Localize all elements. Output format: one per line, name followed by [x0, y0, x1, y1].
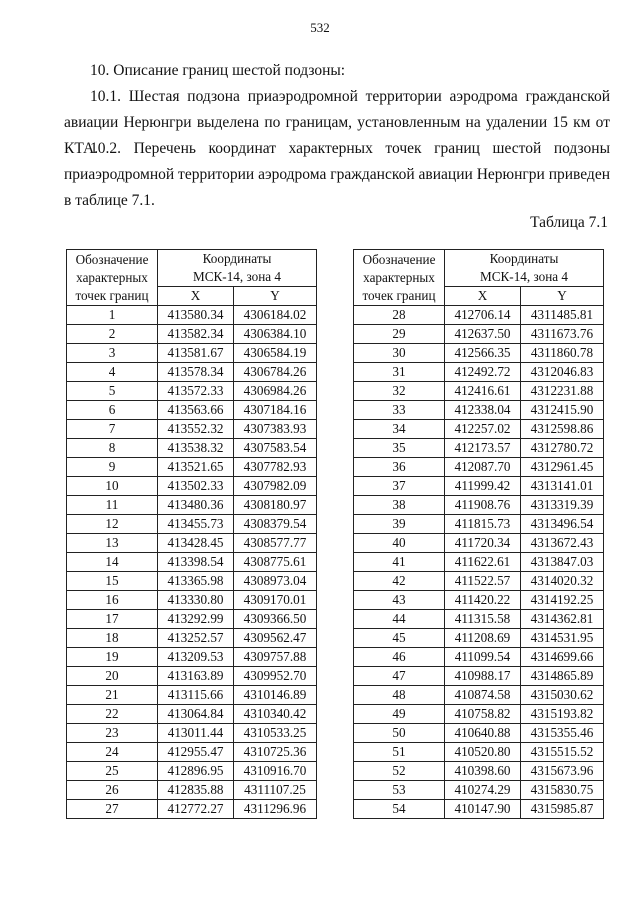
header-name-line1: Обозначение	[75, 251, 149, 267]
x-coordinate-cell: 411908.76	[445, 496, 521, 515]
header-name-line3: точек границ	[362, 287, 436, 303]
point-number-cell: 14	[67, 553, 158, 572]
x-coordinate-cell: 412087.70	[445, 458, 521, 477]
table-row	[67, 724, 317, 743]
table-row	[354, 439, 604, 458]
table-row	[67, 477, 317, 496]
y-coordinate-cell: 4315673.96	[521, 762, 604, 781]
point-number-cell: 15	[67, 572, 158, 591]
point-number-cell: 5	[67, 382, 158, 401]
point-number-cell: 16	[67, 591, 158, 610]
point-number-cell: 23	[67, 724, 158, 743]
y-coordinate-cell: 4307184.16	[234, 401, 317, 420]
table-row	[67, 458, 317, 477]
x-coordinate-cell: 410147.90	[445, 800, 521, 819]
y-coordinate-cell: 4309366.50	[234, 610, 317, 629]
x-coordinate-cell: 413480.36	[158, 496, 234, 515]
x-coordinate-cell: 413572.33	[158, 382, 234, 401]
x-coordinate-cell: 412955.47	[158, 743, 234, 762]
table-label: Таблица 7.1	[530, 214, 608, 231]
point-number-cell: 39	[354, 515, 445, 534]
x-coordinate-cell: 413502.33	[158, 477, 234, 496]
table-row	[354, 496, 604, 515]
header-coords-line1: Координаты	[489, 251, 559, 266]
x-coordinate-cell: 411315.58	[445, 610, 521, 629]
x-coordinate-cell: 413163.89	[158, 667, 234, 686]
header-coords-line2: МСК-14, зона 4	[192, 269, 282, 284]
point-number-cell: 47	[354, 667, 445, 686]
table-row	[354, 724, 604, 743]
table-row	[354, 686, 604, 705]
table-body-left	[67, 306, 317, 819]
point-number-cell: 12	[67, 515, 158, 534]
x-coordinate-cell: 412338.04	[445, 401, 521, 420]
x-coordinate-cell: 413563.66	[158, 401, 234, 420]
x-coordinate-cell: 412772.27	[158, 800, 234, 819]
point-number-cell: 21	[67, 686, 158, 705]
y-coordinate-cell: 4310533.25	[234, 724, 317, 743]
x-coordinate-cell: 412706.14	[445, 306, 521, 325]
y-coordinate-cell: 4312231.88	[521, 382, 604, 401]
table-row	[67, 800, 317, 819]
x-coordinate-cell: 411522.57	[445, 572, 521, 591]
y-coordinate-cell: 4315985.87	[521, 800, 604, 819]
point-number-cell: 34	[354, 420, 445, 439]
point-number-cell: 26	[67, 781, 158, 800]
table-row	[354, 800, 604, 819]
y-coordinate-cell: 4315355.46	[521, 724, 604, 743]
y-coordinate-cell: 4311860.78	[521, 344, 604, 363]
table-row	[354, 648, 604, 667]
table-row	[354, 534, 604, 553]
x-coordinate-cell: 413398.54	[158, 553, 234, 572]
y-coordinate-cell: 4309757.88	[234, 648, 317, 667]
table-row	[354, 382, 604, 401]
header-name-line2: характерных	[363, 269, 435, 285]
point-number-cell: 2	[67, 325, 158, 344]
table-row	[354, 610, 604, 629]
table-row	[67, 306, 317, 325]
x-coordinate-cell: 411099.54	[445, 648, 521, 667]
y-coordinate-cell: 4306384.10	[234, 325, 317, 344]
header-point-name	[67, 250, 158, 306]
point-number-cell: 3	[67, 344, 158, 363]
y-coordinate-cell: 4311107.25	[234, 781, 317, 800]
table-row	[354, 553, 604, 572]
point-number-cell: 30	[354, 344, 445, 363]
table-row	[67, 363, 317, 382]
table-row	[67, 572, 317, 591]
point-number-cell: 36	[354, 458, 445, 477]
point-number-cell: 10	[67, 477, 158, 496]
x-coordinate-cell: 413330.80	[158, 591, 234, 610]
x-coordinate-cell: 412492.72	[445, 363, 521, 382]
y-coordinate-cell: 4309952.70	[234, 667, 317, 686]
x-coordinate-cell: 413252.57	[158, 629, 234, 648]
header-y: Y	[521, 287, 604, 306]
table-row	[67, 705, 317, 724]
table-row	[67, 439, 317, 458]
point-number-cell: 49	[354, 705, 445, 724]
y-coordinate-cell: 4307782.93	[234, 458, 317, 477]
y-coordinate-cell: 4308577.77	[234, 534, 317, 553]
y-coordinate-cell: 4306984.26	[234, 382, 317, 401]
table-row	[354, 591, 604, 610]
table-row	[67, 325, 317, 344]
table-row	[354, 515, 604, 534]
section-heading: 10. Описание границ шестой подзоны:	[90, 62, 346, 79]
y-coordinate-cell: 4309170.01	[234, 591, 317, 610]
point-number-cell: 53	[354, 781, 445, 800]
y-coordinate-cell: 4311485.81	[521, 306, 604, 325]
x-coordinate-cell: 413428.45	[158, 534, 234, 553]
table-row	[67, 420, 317, 439]
table-row	[67, 534, 317, 553]
x-coordinate-cell: 412896.95	[158, 762, 234, 781]
y-coordinate-cell: 4314531.95	[521, 629, 604, 648]
table-row	[354, 306, 604, 325]
header-coordinates	[445, 250, 604, 287]
table-row	[67, 648, 317, 667]
x-coordinate-cell: 413521.65	[158, 458, 234, 477]
table-row	[67, 344, 317, 363]
header-name-line2: характерных	[76, 269, 148, 285]
y-coordinate-cell: 4306184.02	[234, 306, 317, 325]
header-coords-line2: МСК-14, зона 4	[479, 269, 569, 284]
x-coordinate-cell: 413582.34	[158, 325, 234, 344]
x-coordinate-cell: 411420.22	[445, 591, 521, 610]
x-coordinate-cell: 413115.66	[158, 686, 234, 705]
y-coordinate-cell: 4315030.62	[521, 686, 604, 705]
y-coordinate-cell: 4313141.01	[521, 477, 604, 496]
x-coordinate-cell: 411815.73	[445, 515, 521, 534]
point-number-cell: 24	[67, 743, 158, 762]
x-coordinate-cell: 410988.17	[445, 667, 521, 686]
x-coordinate-cell: 410874.58	[445, 686, 521, 705]
x-coordinate-cell: 410640.88	[445, 724, 521, 743]
y-coordinate-cell: 4306784.26	[234, 363, 317, 382]
x-coordinate-cell: 413580.34	[158, 306, 234, 325]
table-row	[67, 667, 317, 686]
point-number-cell: 33	[354, 401, 445, 420]
point-number-cell: 37	[354, 477, 445, 496]
y-coordinate-cell: 4314020.32	[521, 572, 604, 591]
x-coordinate-cell: 412637.50	[445, 325, 521, 344]
point-number-cell: 17	[67, 610, 158, 629]
header-name-line1: Обозначение	[362, 251, 436, 267]
table-row	[354, 743, 604, 762]
point-number-cell: 31	[354, 363, 445, 382]
table-row	[354, 477, 604, 496]
point-number-cell: 7	[67, 420, 158, 439]
table-row	[354, 420, 604, 439]
point-number-cell: 40	[354, 534, 445, 553]
header-x: X	[445, 287, 521, 306]
point-number-cell: 6	[67, 401, 158, 420]
point-number-cell: 19	[67, 648, 158, 667]
point-number-cell: 27	[67, 800, 158, 819]
y-coordinate-cell: 4312598.86	[521, 420, 604, 439]
table-row	[354, 401, 604, 420]
page-number: 532	[310, 20, 330, 35]
point-number-cell: 9	[67, 458, 158, 477]
x-coordinate-cell: 411622.61	[445, 553, 521, 572]
x-coordinate-cell: 413365.98	[158, 572, 234, 591]
point-number-cell: 28	[354, 306, 445, 325]
table-row	[354, 781, 604, 800]
y-coordinate-cell: 4312961.45	[521, 458, 604, 477]
y-coordinate-cell: 4315830.75	[521, 781, 604, 800]
point-number-cell: 13	[67, 534, 158, 553]
table-row	[67, 781, 317, 800]
point-number-cell: 45	[354, 629, 445, 648]
y-coordinate-cell: 4307383.93	[234, 420, 317, 439]
x-coordinate-cell: 410520.80	[445, 743, 521, 762]
y-coordinate-cell: 4308775.61	[234, 553, 317, 572]
x-coordinate-cell: 410398.60	[445, 762, 521, 781]
y-coordinate-cell: 4310146.89	[234, 686, 317, 705]
paragraph-10-1: 10.1. Шестая подзона приаэродромной территории аэродрома гражданской авиации Нерюнгри выделена по границам, установленным на удалении 15 км от КТА.	[64, 88, 610, 157]
point-number-cell: 44	[354, 610, 445, 629]
point-number-cell: 41	[354, 553, 445, 572]
point-number-cell: 4	[67, 363, 158, 382]
x-coordinate-cell: 410274.29	[445, 781, 521, 800]
y-coordinate-cell: 4313847.03	[521, 553, 604, 572]
x-coordinate-cell: 412173.57	[445, 439, 521, 458]
table-row	[354, 572, 604, 591]
x-coordinate-cell: 412566.35	[445, 344, 521, 363]
table-row	[354, 629, 604, 648]
y-coordinate-cell: 4308973.04	[234, 572, 317, 591]
y-coordinate-cell: 4314192.25	[521, 591, 604, 610]
y-coordinate-cell: 4306584.19	[234, 344, 317, 363]
y-coordinate-cell: 4308379.54	[234, 515, 317, 534]
x-coordinate-cell: 413064.84	[158, 705, 234, 724]
x-coordinate-cell: 413455.73	[158, 515, 234, 534]
table-row	[354, 762, 604, 781]
coordinates-table-left	[66, 249, 317, 819]
table-row	[67, 591, 317, 610]
y-coordinate-cell: 4314362.81	[521, 610, 604, 629]
point-number-cell: 32	[354, 382, 445, 401]
header-name-line3: точек границ	[75, 287, 149, 303]
header-x: X	[158, 287, 234, 306]
table-row	[67, 629, 317, 648]
table-row	[354, 344, 604, 363]
y-coordinate-cell: 4310725.36	[234, 743, 317, 762]
header-point-name	[354, 250, 445, 306]
y-coordinate-cell: 4307583.54	[234, 439, 317, 458]
point-number-cell: 38	[354, 496, 445, 515]
y-coordinate-cell: 4313672.43	[521, 534, 604, 553]
x-coordinate-cell: 412416.61	[445, 382, 521, 401]
x-coordinate-cell: 411999.42	[445, 477, 521, 496]
header-y: Y	[234, 287, 317, 306]
table-row	[67, 401, 317, 420]
point-number-cell: 25	[67, 762, 158, 781]
y-coordinate-cell: 4313496.54	[521, 515, 604, 534]
table-row	[67, 553, 317, 572]
table-row	[67, 610, 317, 629]
point-number-cell: 18	[67, 629, 158, 648]
table-row	[354, 667, 604, 686]
coordinates-table-right	[353, 249, 604, 819]
paragraph-10-2: 10.2. Перечень координат характерных точек границ шестой подзоны приаэродромной территории аэродрома гражданской авиации Нерюнгри приведен в таблице 7.1.	[64, 140, 610, 209]
point-number-cell: 11	[67, 496, 158, 515]
y-coordinate-cell: 4314865.89	[521, 667, 604, 686]
x-coordinate-cell: 413209.53	[158, 648, 234, 667]
y-coordinate-cell: 4312780.72	[521, 439, 604, 458]
x-coordinate-cell: 413578.34	[158, 363, 234, 382]
point-number-cell: 52	[354, 762, 445, 781]
y-coordinate-cell: 4310916.70	[234, 762, 317, 781]
point-number-cell: 20	[67, 667, 158, 686]
point-number-cell: 29	[354, 325, 445, 344]
table-row	[67, 382, 317, 401]
x-coordinate-cell: 412835.88	[158, 781, 234, 800]
table-row	[67, 496, 317, 515]
point-number-cell: 1	[67, 306, 158, 325]
table-row	[67, 762, 317, 781]
point-number-cell: 22	[67, 705, 158, 724]
table-row	[354, 458, 604, 477]
point-number-cell: 35	[354, 439, 445, 458]
y-coordinate-cell: 4315193.82	[521, 705, 604, 724]
x-coordinate-cell: 413581.67	[158, 344, 234, 363]
x-coordinate-cell: 413292.99	[158, 610, 234, 629]
y-coordinate-cell: 4311296.96	[234, 800, 317, 819]
point-number-cell: 50	[354, 724, 445, 743]
point-number-cell: 54	[354, 800, 445, 819]
y-coordinate-cell: 4312046.83	[521, 363, 604, 382]
header-coords-line1: Координаты	[202, 251, 272, 266]
y-coordinate-cell: 4315515.52	[521, 743, 604, 762]
table-row	[354, 363, 604, 382]
table-row	[67, 686, 317, 705]
point-number-cell: 43	[354, 591, 445, 610]
point-number-cell: 51	[354, 743, 445, 762]
table-row	[67, 743, 317, 762]
y-coordinate-cell: 4312415.90	[521, 401, 604, 420]
x-coordinate-cell: 410758.82	[445, 705, 521, 724]
table-row	[67, 515, 317, 534]
point-number-cell: 46	[354, 648, 445, 667]
point-number-cell: 48	[354, 686, 445, 705]
y-coordinate-cell: 4309562.47	[234, 629, 317, 648]
x-coordinate-cell: 411208.69	[445, 629, 521, 648]
x-coordinate-cell: 411720.34	[445, 534, 521, 553]
y-coordinate-cell: 4311673.76	[521, 325, 604, 344]
x-coordinate-cell: 412257.02	[445, 420, 521, 439]
x-coordinate-cell: 413538.32	[158, 439, 234, 458]
y-coordinate-cell: 4313319.39	[521, 496, 604, 515]
table-row	[354, 325, 604, 344]
table-body-right	[354, 306, 604, 819]
x-coordinate-cell: 413552.32	[158, 420, 234, 439]
point-number-cell: 8	[67, 439, 158, 458]
y-coordinate-cell: 4310340.42	[234, 705, 317, 724]
y-coordinate-cell: 4308180.97	[234, 496, 317, 515]
table-row	[354, 705, 604, 724]
x-coordinate-cell: 413011.44	[158, 724, 234, 743]
y-coordinate-cell: 4307982.09	[234, 477, 317, 496]
point-number-cell: 42	[354, 572, 445, 591]
header-coordinates	[158, 250, 317, 287]
y-coordinate-cell: 4314699.66	[521, 648, 604, 667]
